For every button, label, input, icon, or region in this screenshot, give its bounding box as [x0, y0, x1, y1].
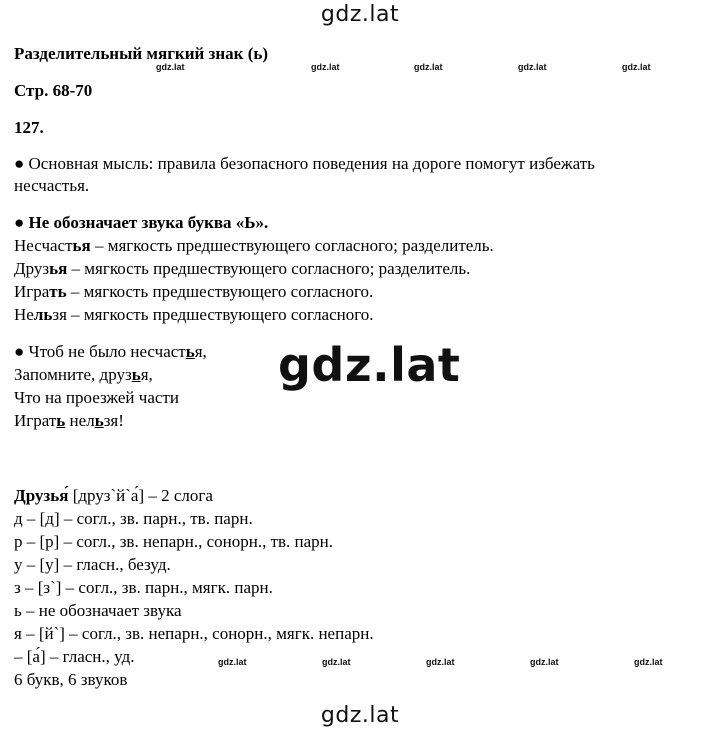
word-line: Несчастья – мягкость предшествующего согласного; разделитель. [14, 236, 494, 255]
watermark-center: gdz.lat [278, 338, 461, 392]
exercise-number: 127. [14, 118, 44, 137]
analysis-title: Друзья́ [друз`й`а́] – 2 слога [14, 486, 213, 505]
analysis-row: д – [д] – согл., зв. парн., тв. парн. [14, 509, 253, 528]
analysis-summary: 6 букв, 6 звуков [14, 670, 128, 689]
watermark-small: gdz.lat [634, 657, 663, 667]
poem-line-1: ● Чтоб не было несчастья, [14, 342, 207, 361]
watermark-small: gdz.lat [426, 657, 455, 667]
watermark-small: gdz.lat [622, 62, 651, 72]
section-heading: Разделительный мягкий знак (ь) [14, 44, 269, 63]
main-idea-line-2: несчастья. [14, 176, 90, 195]
watermark-small: gdz.lat [156, 62, 185, 72]
analysis-row: у – [у] – гласн., безуд. [14, 555, 171, 574]
analysis-row: ь – не обозначает звука [14, 601, 182, 620]
analysis-row: – [а́] – гласн., уд. [14, 647, 135, 666]
poem-line-3: Что на проезжей части [14, 388, 179, 407]
analysis-row: з – [з`] – согл., зв. парн., мягк. парн. [14, 578, 273, 597]
watermark-small: gdz.lat [311, 62, 340, 72]
watermark-small: gdz.lat [414, 62, 443, 72]
poem-line-4: Играть нельзя! [14, 411, 124, 430]
word-line: Играть – мягкость предшествующего согласного. [14, 282, 374, 301]
poem-line-2: Запомните, друзья, [14, 365, 153, 384]
no-sound-title: ● Не обозначает звука буква «Ь». [14, 213, 269, 232]
watermark-small: gdz.lat [530, 657, 559, 667]
analysis-row: я – [й`] – согл., зв. непарн., сонорн., мягк. непарн. [14, 624, 374, 643]
main-idea-line-1: ● Основная мысль: правила безопасного поведения на дороге помогут избежать [14, 154, 595, 173]
word-line: Друзья – мягкость предшествующего согласного; разделитель. [14, 259, 471, 278]
watermark-small: gdz.lat [322, 657, 351, 667]
watermark-small: gdz.lat [518, 62, 547, 72]
watermark-top: gdz.lat [320, 2, 400, 27]
analysis-row: р – [р] – согл., зв. непарн., сонорн., тв. парн. [14, 532, 334, 551]
watermark-bottom: gdz.lat [320, 703, 400, 728]
word-line: Нельзя – мягкость предшествующего согласного. [14, 305, 374, 324]
page-range: Стр. 68-70 [14, 81, 93, 100]
watermark-small: gdz.lat [218, 657, 247, 667]
